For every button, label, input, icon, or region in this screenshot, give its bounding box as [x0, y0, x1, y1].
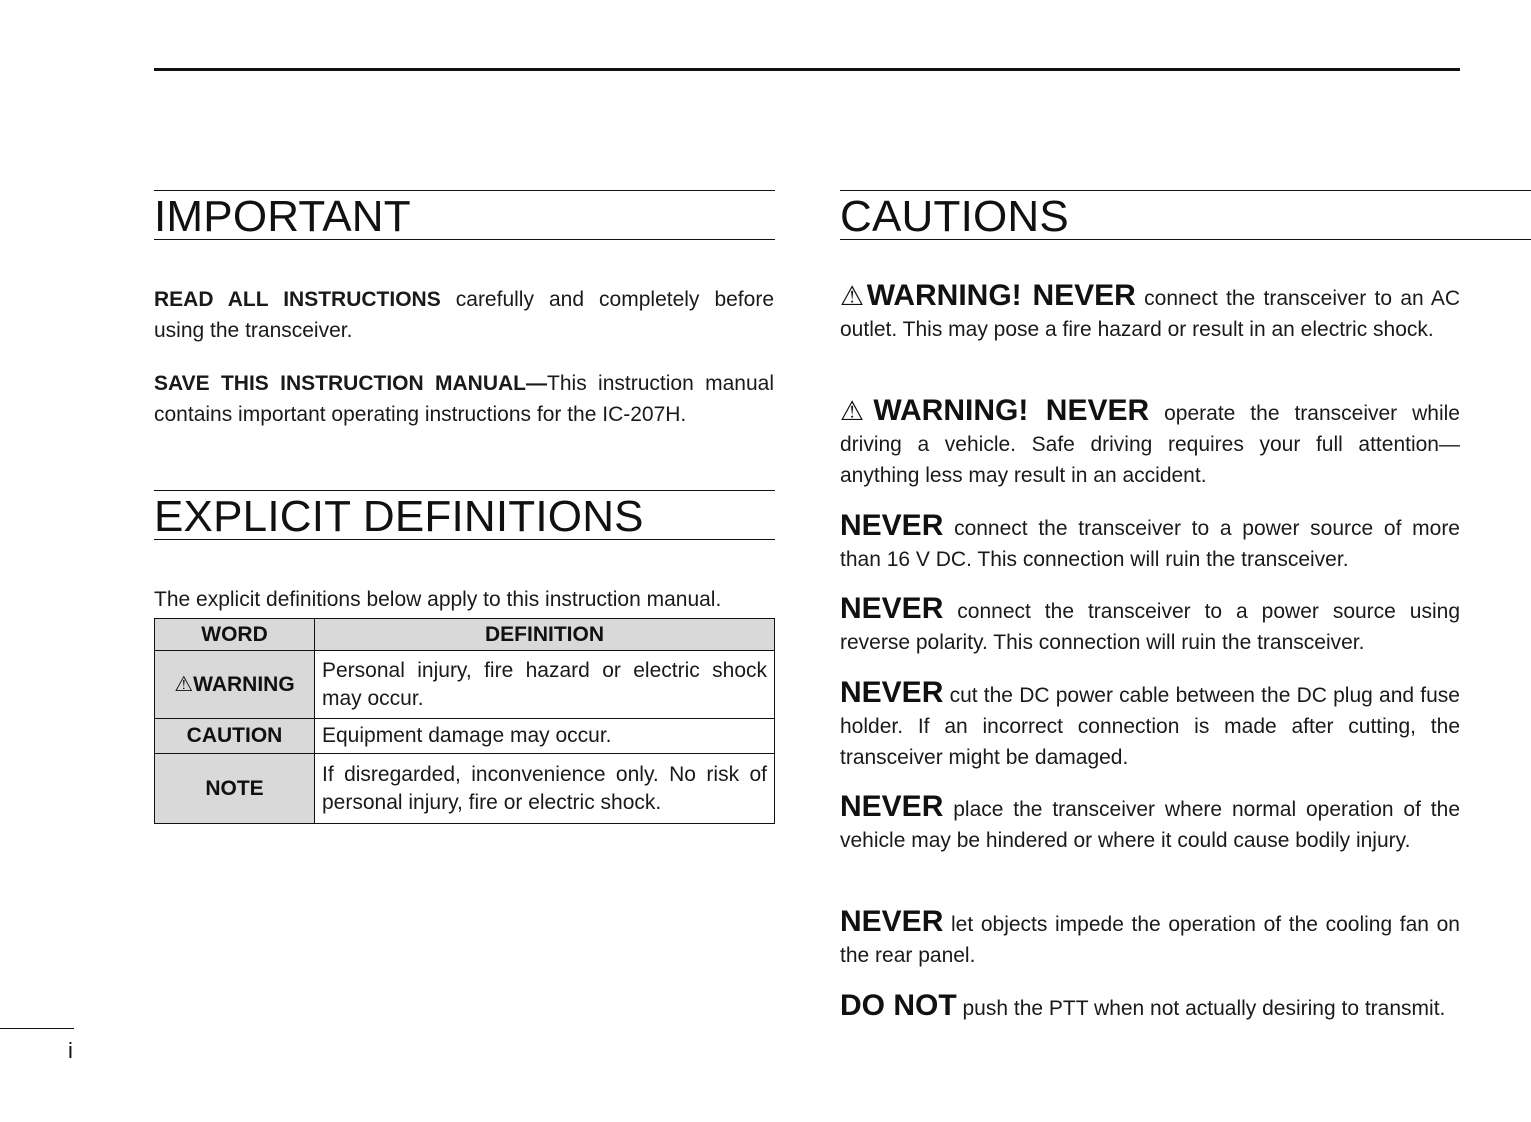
caution-text: connect the transceiver to a power source of more than 16 V DC. This connection will ruin the transceiver.: [840, 517, 1460, 571]
warning-triangle-icon: ⚠: [174, 672, 194, 696]
important-heading: IMPORTANT: [154, 190, 775, 240]
important-save-manual: [154, 368, 774, 430]
definition-cell: Equipment damage may occur.: [315, 719, 775, 754]
definition-column-header: DEFINITION: [315, 619, 775, 651]
caution-lead: NEVER: [840, 676, 944, 709]
cautions-heading: CAUTIONS: [840, 190, 1531, 240]
caution-item: [840, 510, 1460, 575]
definitions-intro: The explicit definitions below apply to this instruction manual.: [154, 588, 722, 611]
table-row: [155, 719, 775, 754]
word-cell: NOTE: [155, 754, 315, 824]
caution-item: [840, 677, 1460, 773]
read-instructions-text: carefully and completely before using the transceiver.: [154, 288, 774, 342]
word-cell: CAUTION: [155, 719, 315, 754]
caution-lead: NEVER: [840, 790, 944, 823]
table-row: [155, 754, 775, 824]
word-column-header: WORD: [155, 619, 315, 651]
save-manual-text: This instruction manual contains important operating instructions for the IC-207H.: [154, 372, 774, 426]
caution-text: let objects impede the operation of the cooling fan on the rear panel.: [840, 913, 1460, 967]
caution-item: [840, 280, 1460, 345]
caution-item: [840, 593, 1460, 658]
word-label: WARNING: [193, 672, 295, 696]
table-row: [155, 651, 775, 719]
caution-text: push the PTT when not actually desiring to transmit.: [956, 997, 1446, 1020]
page-number-rule: [0, 1028, 74, 1029]
warning-triangle-icon: ⚠: [840, 396, 874, 426]
definition-cell: Personal injury, fire hazard or electric shock may occur.: [315, 651, 775, 719]
word-cell: [155, 651, 315, 719]
top-rule: [154, 68, 1460, 71]
definition-cell: If disregarded, inconvenience only. No risk of personal injury, fire or electric shock.: [315, 754, 775, 824]
read-instructions-bold: READ ALL INSTRUCTIONS: [154, 288, 441, 311]
caution-item: [840, 791, 1460, 856]
caution-item: [840, 395, 1460, 491]
warning-triangle-icon: ⚠: [840, 281, 867, 311]
caution-lead: WARNING! NEVER: [873, 394, 1150, 427]
caution-item: [840, 906, 1460, 971]
caution-lead: NEVER: [840, 905, 944, 938]
definitions-header-row: [155, 619, 775, 651]
caution-text: connect the transceiver to an AC outlet. This may pose a fire hazard or result in an electric shock.: [840, 287, 1460, 341]
definitions-table: [154, 618, 775, 824]
caution-text: cut the DC power cable between the DC plug and fuse holder. If an incorrect connection is made after cutting, the transceiver might be damaged.: [840, 684, 1460, 769]
caution-text: place the transceiver where normal operation of the vehicle may be hindered or where it could cause bodily injury.: [840, 798, 1460, 852]
important-read-instructions: [154, 284, 774, 346]
caution-lead: NEVER: [840, 509, 944, 542]
caution-lead: NEVER: [840, 592, 944, 625]
page-number: i: [68, 1038, 73, 1063]
caution-text: connect the transceiver to a power source using reverse polarity. This connection will ruin the transceiver.: [840, 600, 1460, 654]
definitions-heading: EXPLICIT DEFINITIONS: [154, 490, 775, 540]
caution-lead: WARNING! NEVER: [866, 279, 1136, 312]
save-manual-bold: SAVE THIS INSTRUCTION MANUAL—: [154, 372, 548, 395]
caution-text: operate the transceiver while driving a vehicle. Safe driving requires your full attention—anything less may result in an accident.: [840, 402, 1460, 487]
caution-lead: DO NOT: [840, 989, 957, 1022]
caution-item: [840, 990, 1460, 1024]
